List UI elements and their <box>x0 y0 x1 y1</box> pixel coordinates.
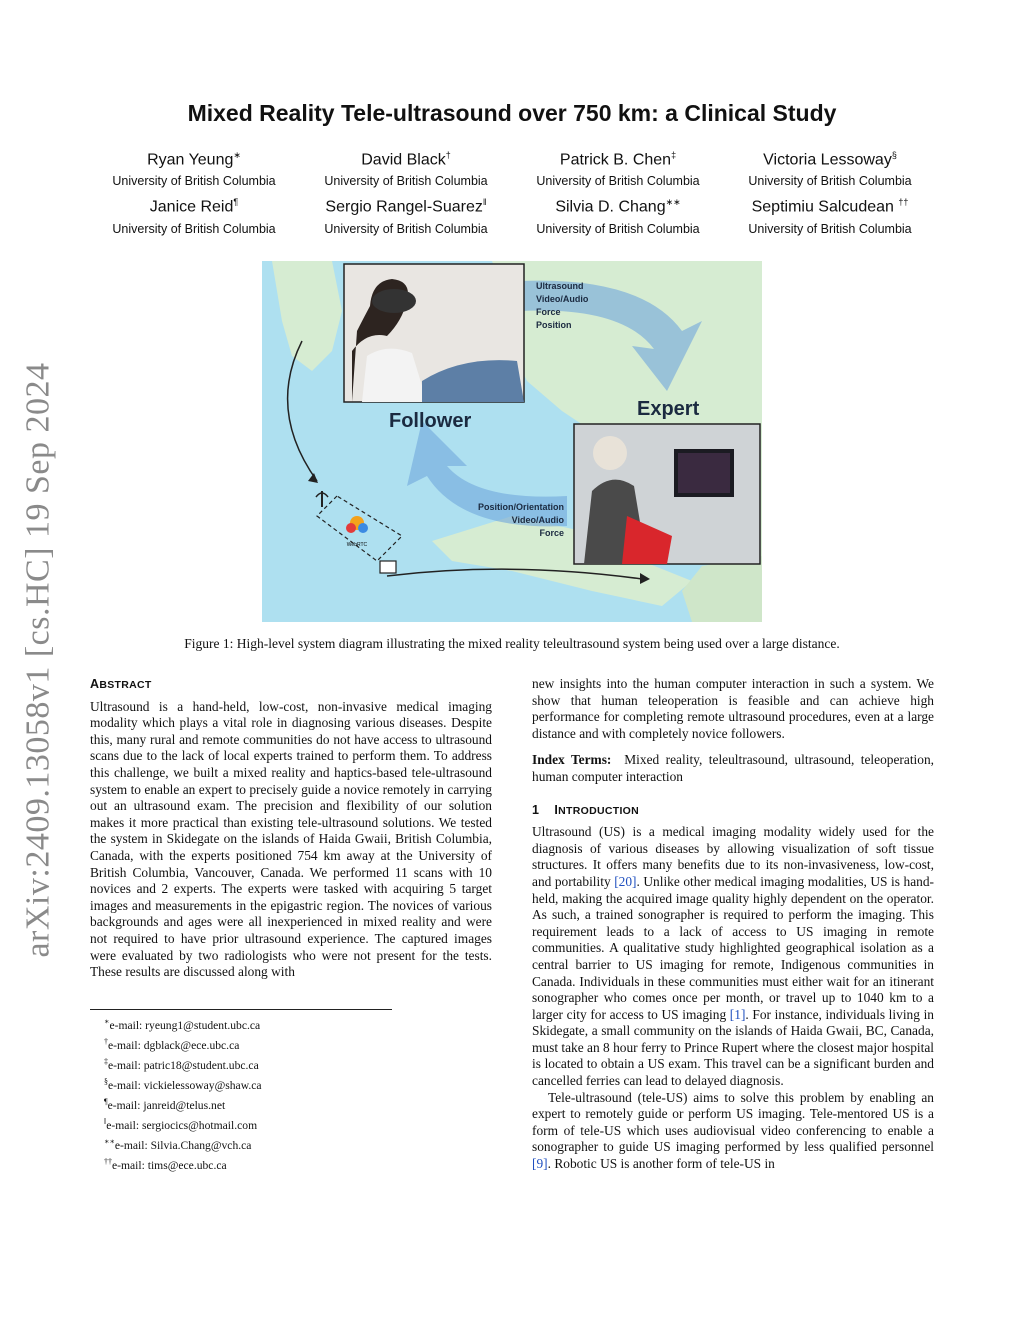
arxiv-side-label <box>14 360 64 960</box>
author-affiliation: University of British Columbia <box>536 174 700 189</box>
text-run: Tele-ultrasound (tele-US) aims to solve this problem by enabling an expert to remotely guide or perform US imaging. Tele-mentored US is a form of tele-US which uses audiovisual video conferencing to enable a sonographer to guide US imaging performed by less qualified personnel <box>532 1089 934 1155</box>
author <box>512 191 724 238</box>
footnote <box>104 1034 262 1054</box>
top-arrow-label: Force <box>536 307 561 317</box>
author <box>88 191 300 238</box>
author-mark: § <box>891 150 897 160</box>
left-column <box>90 676 492 981</box>
author-mark: ‖ <box>482 197 487 208</box>
figure-caption: Figure 1: High-level system diagram illustrating the mixed reality teleultrasound system being used over a large distance. <box>184 636 840 651</box>
text-run: . Unlike other medical imaging modalities, US is hand-held, making the acquired image quality highly dependent on the operator. As such, a trained sonographer is required to perform the imaging. This requirement leads to a lack of access to US imaging in remote communities. A qualitative study highlighted geographical isolation as a central barrier to US imaging for remote, Indigenous communities in Canada. Individuals in these communities must either wait for an itinerant sonographer who comes once per month, or travel up to 1040 km to a larger city for access to US imaging <box>532 873 934 1022</box>
abstract-continuation: new insights into the human computer interaction in such a system. We show that human teleoperation is feasible and can achieve high performance for completing remote ultrasound procedures, even at a large distance and with completely novice followers. <box>532 676 934 741</box>
arxiv-identifier: arXiv:2409.13058v1 [cs.HC] 19 Sep 2024 <box>20 362 57 958</box>
index-terms-text: Mixed reality, teleultrasound, ultrasound, teleoperation, human computer interaction <box>532 752 934 784</box>
headset-icon <box>372 289 416 313</box>
author-name: Sergio Rangel-Suarez <box>325 198 483 216</box>
author-mark: ‡ <box>671 150 677 160</box>
abstract-text: Ultrasound is a hand-held, low-cost, non-invasive medical imaging modality which plays a vital role in diagnosing various diseases. Despite this, many rural and remote communities do not have access to ultrasound scans due to the lack of local experts trained to perform them. To address this challenge, we built a mixed reality and haptics-based tele-ultrasound system to enable an expert to precisely guide a novice remotely in carrying out an ultrasound exam. The precision and flexibility of our solution makes it more practical than existing tele-ultrasound solutions. We tested the system in Skidegate on the islands of Haida Gwaii, British Columbia, Canada, with the experts positioned 754 km away at the University of British Columbia, Vancouver, Canada. We performed 11 scans with 10 novices and 2 experts. The experts were tasked with acquiring 5 target images and measurements in the epigastric region. The novices of various backgrounds and ages were all inexperienced in mixed reality and were not required to have prior ultrasound experience. The captured images were evaluated by two radiologists who were not present for the tests. These results are discussed along with <box>90 698 492 980</box>
footnote-mark: ‡ <box>104 1057 108 1067</box>
author <box>512 144 724 191</box>
text-run: . For instance, individuals living in Skidegate, a small community on the islands of Haida Gwaii, BC, Canada, must take an 8 hour ferry to Prince Rupert where the closest major hospital is located to obtain a US exam. This travel can be a significant burden and cancelled ferries can lead to delayed diagnosis. <box>532 1006 934 1089</box>
author <box>300 144 512 191</box>
text-run: . Robotic US is another form of tele-US in <box>547 1156 775 1172</box>
footnote-mark: ∗∗ <box>104 1137 115 1147</box>
system-diagram <box>262 261 762 622</box>
footnotes <box>104 1014 262 1175</box>
footnote-mark: ∗ <box>104 1017 110 1026</box>
webrtc-label: WebRTC <box>346 542 368 548</box>
heading-initial: A <box>90 677 100 691</box>
right-column <box>532 676 934 1173</box>
author <box>724 191 936 238</box>
footnote <box>104 1014 262 1034</box>
author-affiliation: University of British Columbia <box>112 174 276 189</box>
heading-rest: NTRODUCTION <box>558 804 640 817</box>
author-name: Patrick B. Chen <box>559 151 672 169</box>
index-terms <box>532 752 934 785</box>
footnote <box>104 1114 262 1134</box>
footnote <box>104 1054 262 1074</box>
footnote-rule <box>90 1009 392 1010</box>
footnote <box>104 1094 262 1114</box>
introduction-heading <box>532 802 934 820</box>
paper-title: Mixed Reality Tele-ultrasound over 750 km: a Clinical Study <box>187 100 837 126</box>
author-name: Victoria Lessoway <box>763 151 892 169</box>
author-mark: ∗∗ <box>665 197 681 208</box>
author-affiliation: University of British Columbia <box>324 221 488 236</box>
text-run: Ultrasound (US) is a medical imaging modality widely used for the diagnosis of various diseases by allowing visualization of soft tissue structures. It offers many benefits due to its non-invasiveness, low-cost, and portability <box>532 824 934 889</box>
footnote-text: e-mail: vickielessoway@shaw.ca <box>108 1079 262 1093</box>
follower-label: Follower <box>389 410 472 432</box>
author-affiliation: University of British Columbia <box>536 221 700 236</box>
author-name: David Black <box>361 151 446 169</box>
top-arrow-label: Ultrasound <box>536 281 584 291</box>
author-block <box>88 144 936 239</box>
footnote-text: e-mail: patric18@student.ubc.ca <box>108 1058 259 1072</box>
author-name: Janice Reid <box>149 198 234 216</box>
author-mark: † <box>445 150 451 160</box>
author-affiliation: University of British Columbia <box>748 174 912 189</box>
ethernet-icon <box>380 561 396 573</box>
footnote-text: e-mail: dgblack@ece.ubc.ca <box>108 1038 240 1052</box>
bottom-arrow-label: Position/Orientation <box>477 502 564 512</box>
expert-label: Expert <box>637 398 700 420</box>
top-arrow-label: Position <box>536 320 572 330</box>
citation-link[interactable]: [9] <box>532 1156 548 1172</box>
bottom-arrow-label: Force <box>539 528 564 538</box>
section-number: 1 <box>532 802 540 817</box>
heading-rest: BSTRACT <box>99 679 152 691</box>
footnote-mark: ¶ <box>104 1097 108 1107</box>
intro-paragraph-2 <box>532 1090 934 1173</box>
footnote-text: e-mail: janreid@telus.net <box>107 1099 226 1113</box>
author <box>724 144 936 191</box>
footnote-text: e-mail: sergiocics@hotmail.com <box>106 1119 258 1133</box>
bottom-arrow-label: Video/Audio <box>511 515 564 525</box>
citation-link[interactable]: [20] <box>614 873 637 889</box>
author-name: Silvia D. Chang <box>555 198 666 216</box>
author-affiliation: University of British Columbia <box>748 221 912 236</box>
footnote <box>104 1134 262 1154</box>
author-mark: †† <box>898 197 909 208</box>
footnote-mark: § <box>104 1077 108 1087</box>
author-mark: ∗ <box>233 150 241 160</box>
expert-head <box>593 436 627 470</box>
footnote-text: e-mail: tims@ece.ubc.ca <box>112 1159 227 1173</box>
index-terms-label: Index Terms: <box>532 752 612 768</box>
author <box>300 191 512 238</box>
footnote <box>104 1154 262 1174</box>
author-affiliation: University of British Columbia <box>324 174 488 189</box>
author-affiliation: University of British Columbia <box>112 221 276 236</box>
footnote-text: e-mail: ryeung1@student.ubc.ca <box>109 1018 261 1032</box>
footnote-mark: ‖ <box>104 1117 107 1127</box>
author <box>88 144 300 191</box>
author-name: Septimiu Salcudean <box>751 198 899 216</box>
abstract-heading <box>90 676 492 694</box>
footnote <box>104 1074 262 1094</box>
footnote-mark: †† <box>104 1157 112 1167</box>
citation-link[interactable]: [1] <box>729 1006 746 1022</box>
top-arrow-label: Video/Audio <box>536 294 589 304</box>
heading-initial: I <box>554 802 559 817</box>
system-diagram-figure <box>262 261 762 622</box>
footnote-mark: † <box>104 1037 108 1047</box>
author-mark: ¶ <box>233 197 239 208</box>
intro-paragraph-1 <box>532 824 934 1090</box>
author-name: Ryan Yeung <box>147 151 234 169</box>
footnote-text: e-mail: Silvia.Chang@vch.ca <box>114 1139 252 1153</box>
